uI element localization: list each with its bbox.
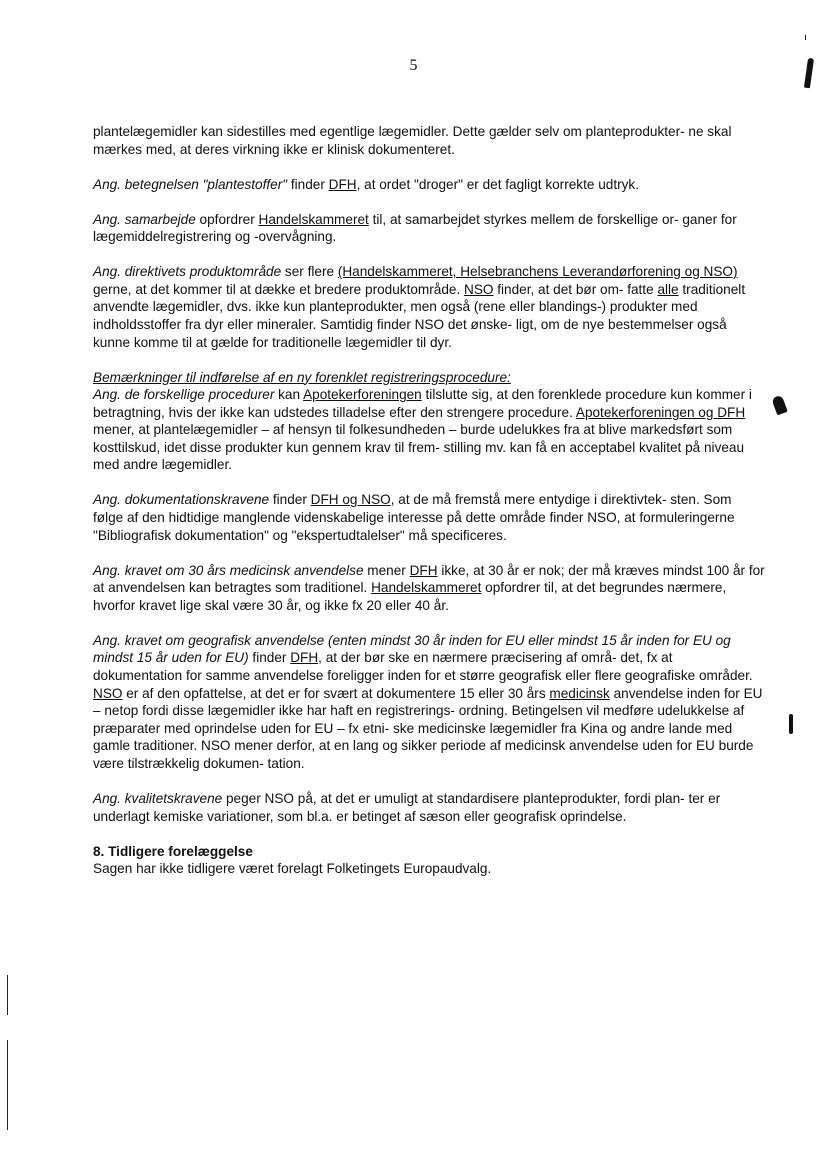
paragraph-5: Bemærkninger til indførelse af en ny forenklet registreringsprocedure: Ang. de forskellige procedurer kan Apotekerforeningen tilslutte sig, at den forenklede procedure kun kommer i betragtning, hvis der ikke kan udstedes tilladelse efter den strengere procedure. Apotekerforeningen og DFH mener, at plantelægemidler – af hensyn til folkesundheden – burde udelukkes fra at blive markedsført som kosttilskud, idet disse produkter kun gennem krav til frem- stilling mv. kan få en acceptabel kvalitet på niveau med andre lægemidler. <box>93 369 752 473</box>
section-8 <box>93 843 765 878</box>
scan-mark-tick <box>805 35 806 40</box>
paragraph-3: Ang. samarbejde opfordrer Handelskammeret til, at samarbejdet styrkes mellem de forskellige or- ganer for lægemiddelregistrering og -overvågning. <box>93 211 737 245</box>
paragraph-6: Ang. dokumentationskravene finder DFH og NSO, at de må fremstå mere entydige i direktivtek- sten. Som følge af den hidtidige manglende videnskabelige interesse på dette område finder NSO, at formuleringerne "Bibliografisk dokumentation" og "ekspertudtalelser" må specificeres. <box>93 492 735 543</box>
subheading-procedure: Bemærkninger til indførelse af en ny forenklet registreringsprocedure: <box>93 369 511 385</box>
scan-mark-middle <box>771 395 787 416</box>
section-8-heading: 8. Tidligere forelæggelse <box>93 843 253 859</box>
paragraph-9: Ang. kvalitetskravene peger NSO på, at det er umuligt at standardisere planteprodukter, fordi plan- ter er underlagt kemiske variationer, som bl.a. er betinget af sæson eller geografisk oprindelse. <box>93 790 721 824</box>
paragraph-7: Ang. kravet om 30 års medicinsk anvendelse mener DFH ikke, at 30 år er nok; der må kræves mindst 100 år for at anvendelsen kan betragtes som traditionel. Handelskammeret opfordrer til, at det begrundes nærmere, hvorfor kravet lige skal være 30 år, og ikke fx 20 eller 40 år. <box>93 562 765 613</box>
scan-mark-lower <box>789 714 793 734</box>
page-number: 5 <box>409 57 418 74</box>
paragraph-1: plantelægemidler kan sidestilles med egentlige lægemidler. Dette gælder selv om planteprodukter- ne skal mærkes med, at deres virkning ikke er klinisk dokumenteret. <box>93 124 732 157</box>
document-body <box>93 123 765 878</box>
paragraph-4: Ang. direktivets produktområde ser flere (Handelskammeret, Helsebranchens Leverandørforening og NSO) gerne, at det kommer til at dække et bredere produktområde. NSO finder, at det bør om- fatte alle traditionelt anvendte lægemidler, dvs. ikke kun planteprodukter, men også (rene eller blandings-) produkter med indholdsstoffer fra dyr eller mineraler. Samtidig finder NSO det ønske- ligt, om de nye bestemmelser også kunne komme til at gælde for traditionelle lægemidler til dyr. <box>93 264 746 350</box>
paragraph-2: Ang. betegnelsen "plantestoffer" finder DFH, at ordet "droger" er det fagligt korrekte udtryk. <box>93 176 639 192</box>
paragraph-8: Ang. kravet om geografisk anvendelse (enten mindst 30 år inden for EU eller mindst 15 år inden for EU og mindst 15 år uden for EU) finder DFH, at der bør ske en nærmere præcisering af områ- det, fx at dokumentation for samme anvendelse foreligger inden for et større geografisk eller flere geografiske områder. NSO er af den opfattelse, at det er for svært at dokumentere 15 eller 30 års medicinsk anvendelse inden for EU – netop fordi disse lægemidler ikke har haft en registrerings- ordning. Betingelsen vil medføre udelukkelse af præparater med oprindelse uden for EU – fx etni- ske medicinske lægemidler fra Kina og andre lande med gamle traditioner. NSO mener derfor, at en lang og sikker periode af medicinsk anvendelse uden for EU burde være tilstrækkelig dokumen- tation. <box>93 632 763 771</box>
scan-edge-line-1 <box>7 975 8 1015</box>
scan-edge-line-2 <box>7 1040 8 1130</box>
section-8-text: Sagen har ikke tidligere været forelagt Folketingets Europaudvalg. <box>93 861 492 877</box>
